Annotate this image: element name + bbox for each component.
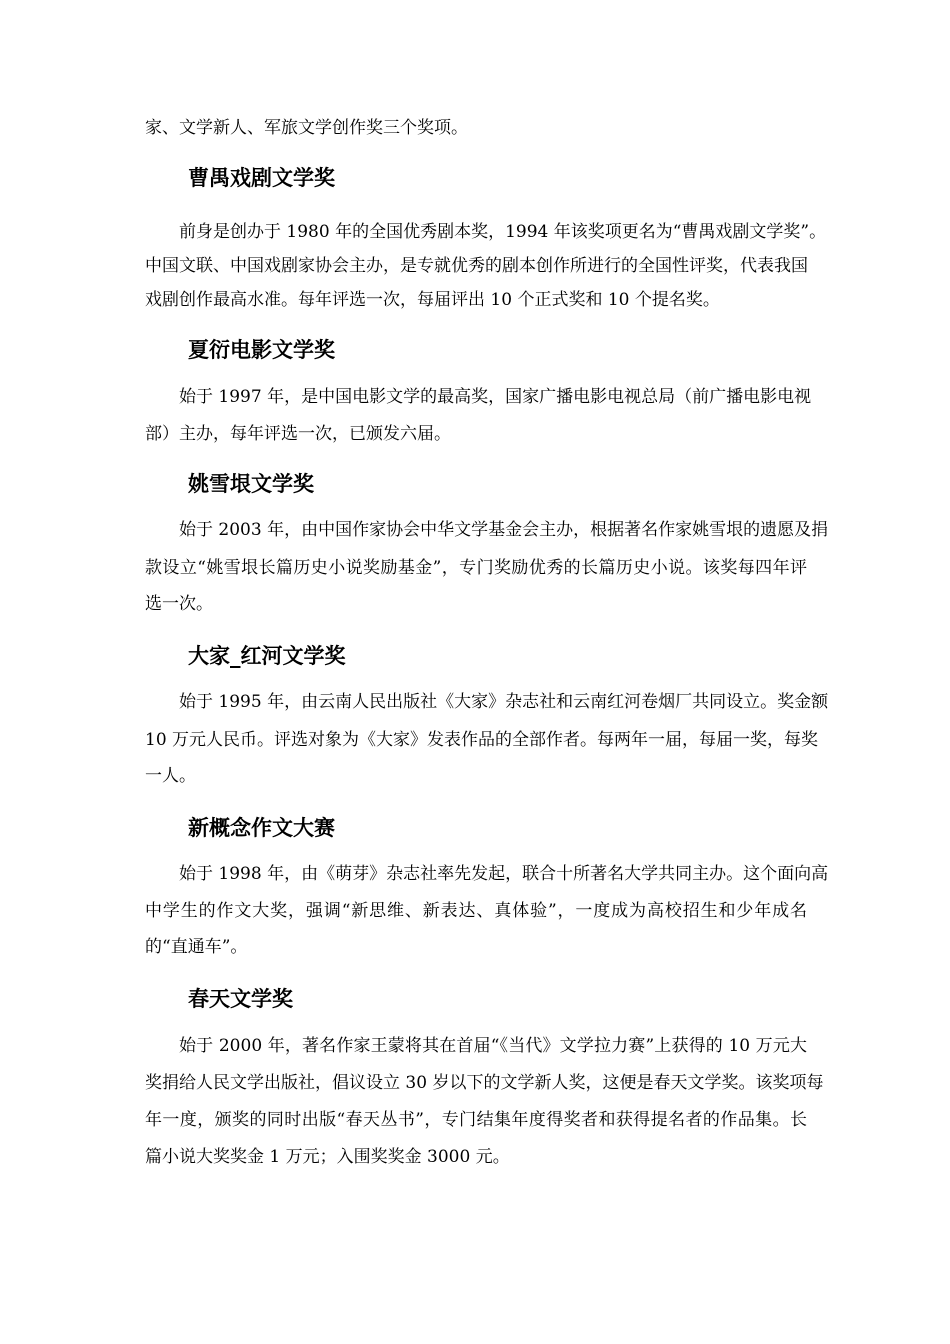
intro-paragraph-tail: 家、文学新人、军旅文学创作奖三个奖项。 [145, 118, 468, 138]
paragraph-line: 戏剧创作最高水准。每年评选一次，每届评出 10 个正式奖和 10 个提名奖。 [145, 290, 720, 310]
paragraph-line: 年一度，颁奖的同时出版“春天丛书”，专门结集年度得奖者和获得提名者的作品集。长 [145, 1110, 807, 1130]
section-heading: 姚雪垠文学奖 [188, 472, 314, 496]
paragraph-line: 始于 2003 年，由中国作家协会中华文学基金会主办，根据著名作家姚雪垠的遗愿及捐 [179, 520, 829, 540]
paragraph-line: 篇小说大奖奖金 1 万元；入围奖奖金 3000 元。 [145, 1147, 510, 1167]
section-heading: 大家_红河文学奖 [188, 644, 346, 668]
paragraph-line: 一人。 [145, 766, 196, 786]
paragraph-line: 部）主办，每年评选一次，已颁发六届。 [145, 424, 451, 444]
section-heading: 春天文学奖 [188, 987, 293, 1011]
paragraph-line: 前身是创办于 1980 年的全国优秀剧本奖，1994 年该奖项更名为“曹禺戏剧文学奖”。 [179, 222, 827, 242]
paragraph-line: 奖捐给人民文学出版社，倡议设立 30 岁以下的文学新人奖，这便是春天文学奖。该奖项每 [145, 1073, 824, 1093]
paragraph-line: 始于 1995 年，由云南人民出版社《大家》杂志社和云南红河卷烟厂共同设立。奖金额 [179, 692, 829, 712]
paragraph-line: 始于 1997 年，是中国电影文学的最高奖，国家广播电影电视总局（前广播电影电视 [179, 387, 812, 407]
paragraph-line: 始于 1998 年，由《萌芽》杂志社率先发起，联合十所著名大学共同主办。这个面向高 [179, 864, 829, 884]
section-heading: 新概念作文大赛 [188, 816, 335, 840]
paragraph-line: 中学生的作文大奖，强调“新思维、新表达、真体验”，一度成为高校招生和少年成名 [145, 901, 807, 921]
paragraph-line: 中国文联、中国戏剧家协会主办，是专就优秀的剧本创作所进行的全国性评奖，代表我国 [145, 256, 808, 276]
paragraph-line: 选一次。 [145, 594, 213, 614]
paragraph-line: 的“直通车”。 [145, 937, 248, 957]
paragraph-line: 始于 2000 年，著名作家王蒙将其在首届“《当代》文学拉力赛”上获得的 10 万元大 [179, 1036, 807, 1056]
paragraph-line: 款设立“姚雪垠长篇历史小说奖励基金”，专门奖励优秀的长篇历史小说。该奖每四年评 [145, 558, 807, 578]
section-heading: 曹禺戏剧文学奖 [188, 166, 335, 190]
paragraph-line: 10 万元人民币。评选对象为《大家》发表作品的全部作者。每两年一届，每届一奖，每奖 [145, 730, 819, 750]
section-heading: 夏衍电影文学奖 [188, 338, 335, 362]
